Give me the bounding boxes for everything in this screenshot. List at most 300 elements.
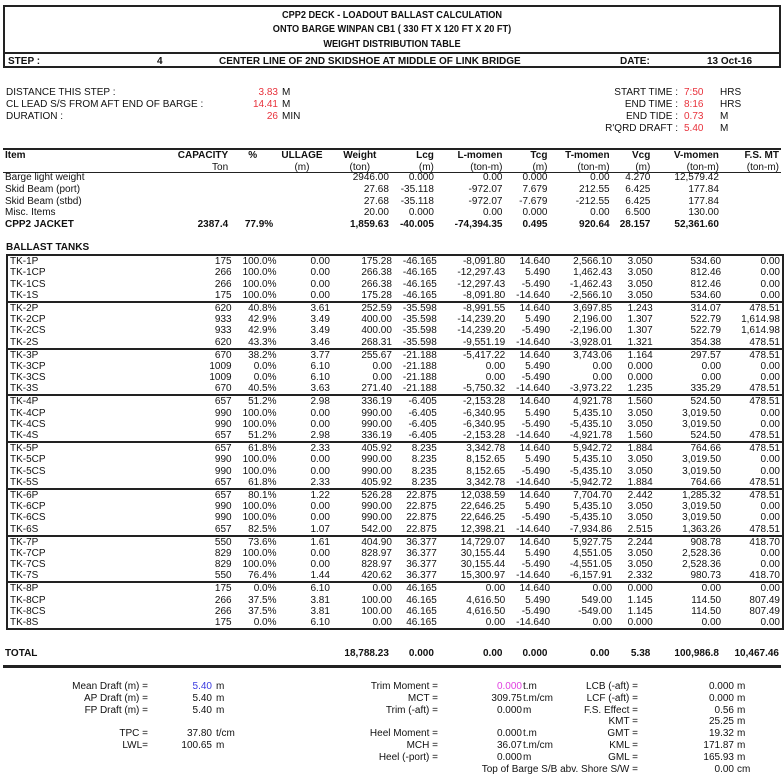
cell-ullage: 0.00: [310, 278, 330, 290]
cell-lcg: 46.165: [406, 606, 437, 618]
cell-l-momen: (ton-m): [470, 161, 503, 173]
cell-lcg: -21.188: [402, 360, 437, 372]
cell-fs-mt: 807.49: [749, 594, 780, 606]
tank-row: [7, 395, 783, 407]
cell-t-momen: -2,566.10: [569, 289, 613, 301]
cell-weight: 990.00: [361, 454, 392, 466]
cell-item: Misc. Items: [5, 207, 56, 219]
summary-drafts: [0, 681, 300, 752]
cell-capacity: 657: [214, 523, 232, 535]
cell-item: TK-7CS: [10, 559, 46, 571]
tank-row: [7, 548, 783, 559]
cell-ullage: 6.10: [310, 583, 330, 595]
cell-l-momen: -8,991.55: [462, 302, 506, 314]
cell-lcg: 8.235: [411, 454, 437, 466]
cell-fs-mt: 0.00: [760, 289, 780, 301]
cell-item: TK-5CS: [10, 465, 46, 477]
cell-v-momen: 764.66: [690, 476, 722, 488]
cell-tcg: 0.000: [522, 207, 548, 219]
cell-percent: [230, 648, 275, 660]
cell-tcg: -14.640: [516, 523, 551, 535]
cell-v-momen: 0.00: [701, 583, 722, 595]
cell-lcg: 0.000: [408, 207, 434, 219]
cell-vcg: 3.050: [627, 465, 653, 477]
cell-lcg: -35.118: [400, 195, 434, 207]
cell-vcg: 3.050: [627, 547, 653, 559]
cell-percent: 42.9%: [248, 313, 277, 325]
fixed-item-row: [3, 207, 781, 219]
cell-l-momen: -972.07: [468, 184, 503, 196]
cell-capacity: 175: [214, 256, 232, 267]
cell-lcg: 22.875: [406, 501, 437, 513]
tank-group-8: [6, 581, 784, 630]
cell-v-momen: 12,579.42: [674, 172, 719, 184]
cell-l-momen: 3,342.78: [466, 443, 506, 455]
info-row: [6, 111, 336, 123]
cell-percent: 0.0%: [253, 372, 277, 384]
cell-weight: 0.00: [372, 617, 392, 629]
cell-v-momen: 177.84: [688, 195, 719, 207]
total-row: [3, 648, 781, 660]
cell-capacity: 990: [214, 501, 232, 513]
cell-vcg: Vcg: [631, 149, 651, 161]
tank-group-2: [6, 301, 784, 350]
cell-l-momen: 15,300.97: [460, 570, 506, 582]
summary-row: [0, 705, 300, 717]
summary-unit: m: [737, 704, 746, 716]
cell-weight: 27.68: [363, 195, 389, 207]
cell-v-momen: 534.60: [690, 289, 722, 301]
cell-lcg: -46.165: [402, 278, 437, 290]
tank-row: [7, 314, 783, 325]
cell-weight: (ton): [349, 161, 371, 173]
cell-tcg: 5.490: [525, 313, 551, 325]
info-label: DISTANCE THIS STEP :: [6, 87, 116, 98]
total-row-table: [3, 648, 781, 660]
cell-l-momen: 0.00: [483, 172, 503, 184]
cell-capacity: 266: [214, 278, 232, 290]
cell-capacity: 266: [214, 606, 232, 618]
cell-percent: 51.2%: [248, 396, 277, 408]
cell-capacity: 829: [214, 547, 232, 559]
cell-lcg: -6.405: [408, 396, 437, 408]
cell-item: TK-8P: [10, 583, 39, 595]
cell-l-momen: -2,153.28: [462, 396, 506, 408]
tank-row: [7, 454, 783, 465]
time-info: [540, 87, 780, 135]
summary-label: Heel Moment =: [369, 728, 438, 740]
cell-fs-mt: 478.51: [749, 476, 780, 488]
cell-item: Barge light weight: [5, 172, 85, 184]
cell-item: TK-1CS: [10, 278, 46, 290]
cell-t-momen: -549.00: [578, 606, 613, 618]
cell-t-momen: 1,462.43: [573, 267, 613, 279]
cell-l-momen: 14,729.07: [460, 536, 506, 548]
ballast-tanks-heading: BALLAST TANKS: [6, 242, 90, 253]
cell-tcg: 14.640: [519, 302, 551, 314]
cell-ullage: 0.00: [310, 407, 330, 419]
cell-vcg: 2.332: [627, 570, 653, 582]
cell-v-momen: 2,528.36: [682, 547, 722, 559]
time-unit: M: [720, 123, 729, 134]
cell-vcg: 3.050: [627, 512, 653, 524]
cell-item: TK-5CP: [10, 454, 46, 466]
cell-capacity: 670: [214, 383, 232, 395]
cell-fs-mt: 0.00: [760, 256, 780, 267]
cell-v-momen: V-momen: [673, 149, 719, 161]
cell-weight: 526.28: [361, 489, 392, 501]
time-unit: HRS: [720, 87, 742, 98]
cell-tcg: 14.640: [519, 489, 551, 501]
cell-vcg: 1.560: [627, 396, 653, 408]
cell-ullage: 6.10: [310, 617, 330, 629]
summary-row: [480, 728, 784, 740]
summary-unit: t.m: [523, 728, 537, 740]
summary-unit: m: [216, 704, 225, 716]
cell-capacity: 933: [214, 325, 232, 337]
cell-vcg: 4.270: [625, 172, 651, 184]
summary-value: 19.32: [708, 728, 734, 740]
cell-lcg: -46.165: [402, 289, 437, 301]
cell-item: TK-3CS: [10, 372, 46, 384]
info-label: DURATION :: [6, 111, 64, 122]
cell-l-momen: -8,091.80: [462, 256, 506, 267]
cell-tcg: 5.490: [525, 547, 551, 559]
cell-item: TK-7P: [10, 536, 39, 548]
cell-l-momen: 22,646.25: [460, 512, 506, 524]
summary-row: [480, 716, 784, 728]
cell-percent: 100.0%: [242, 407, 277, 419]
cell-weight: 404.90: [361, 536, 392, 548]
cell-t-momen: T-momen: [565, 149, 610, 161]
cell-percent: 40.5%: [248, 383, 277, 395]
cell-vcg: 3.050: [627, 407, 653, 419]
summary-value: 309.75: [491, 692, 522, 704]
cell-percent: %: [248, 149, 258, 161]
cell-vcg: (m): [635, 161, 651, 173]
cell-lcg: 8.235: [411, 443, 437, 455]
cell-t-momen: 0.00: [590, 207, 610, 219]
cell-tcg: -5.490: [521, 418, 551, 430]
cell-percent: 100.0%: [242, 454, 277, 466]
tank-row: [7, 407, 783, 418]
summary-value: 171.87: [703, 739, 734, 751]
cell-ullage: 3.81: [310, 606, 330, 618]
cell-item: TK-3P: [10, 349, 39, 361]
cell-tcg: 14.640: [519, 583, 551, 595]
cell-capacity: 175: [214, 617, 232, 629]
cell-lcg: -35.598: [402, 336, 437, 348]
tank-row: [7, 606, 783, 617]
cell-ullage: 1.44: [310, 570, 330, 582]
cell-l-momen: 22,646.25: [460, 501, 506, 513]
cell-fs-mt: 0.00: [760, 465, 780, 477]
cell-v-momen: 114.50: [691, 606, 722, 618]
summary-unit: m: [216, 692, 225, 704]
summary-unit: cm: [737, 763, 751, 775]
cell-lcg: -21.188: [402, 349, 437, 361]
cell-vcg: 28.157: [619, 219, 651, 231]
cell-t-momen: 2,566.10: [573, 256, 613, 267]
cell-weight: 266.38: [361, 278, 392, 290]
cell-item: TK-7S: [10, 570, 39, 582]
summary-row: [480, 693, 784, 705]
column-headers: [3, 149, 781, 161]
summary-value: 0.000: [496, 704, 522, 716]
cell-v-momen: 3,019.50: [682, 512, 722, 524]
cell-tcg: 14.640: [519, 536, 551, 548]
cell-l-momen: 0.00: [483, 648, 503, 660]
cell-percent: 100.0%: [242, 289, 277, 301]
tank-row: [7, 489, 783, 501]
tank-group-3: [6, 348, 784, 397]
cell-v-momen: 0.00: [701, 617, 722, 629]
cell-l-momen: -12,297.43: [457, 278, 506, 290]
cell-fs-mt: [721, 219, 781, 231]
cell-percent: 61.8%: [248, 476, 277, 488]
cell-tcg: -5.490: [521, 465, 551, 477]
cell-ullage: 1.22: [310, 489, 330, 501]
total-bottom-rule: [3, 665, 781, 668]
cell-v-momen: 524.50: [690, 430, 722, 442]
cell-lcg: -35.598: [402, 302, 437, 314]
cell-l-momen: 30,155.44: [460, 547, 506, 559]
cell-weight: 18,788.23: [344, 648, 389, 660]
tank-group-6: [6, 488, 784, 537]
cell-capacity: 1009: [209, 372, 232, 384]
cell-item: TOTAL: [5, 648, 38, 660]
cell-l-momen: 30,155.44: [460, 559, 506, 571]
cell-weight: 1,859.63: [349, 219, 389, 231]
cell-capacity: 2387.4: [197, 219, 229, 231]
cell-weight: 405.92: [361, 476, 392, 488]
cell-vcg: 6.500: [625, 207, 651, 219]
cell-capacity: 670: [214, 349, 232, 361]
time-label: END TIME :: [624, 99, 678, 110]
cell-v-momen: 522.79: [690, 313, 722, 325]
cell-tcg: (m): [532, 161, 548, 173]
cell-t-momen: -4,551.05: [569, 559, 613, 571]
cell-l-momen: -9,551.19: [462, 336, 506, 348]
cell-t-momen: 5,927.75: [573, 536, 613, 548]
tank-group-1: [6, 254, 784, 303]
cell-lcg: -21.188: [402, 383, 437, 395]
cell-vcg: 6.425: [625, 184, 651, 196]
cell-item: TK-2CP: [10, 313, 46, 325]
cell-t-momen: 549.00: [581, 594, 613, 606]
cell-ullage: 0.00: [310, 267, 330, 279]
cell-ullage: 3.49: [310, 313, 330, 325]
cell-tcg: 0.000: [522, 172, 548, 184]
cell-weight: 0.00: [372, 360, 392, 372]
cell-weight: 175.28: [361, 256, 392, 267]
cell-item: CPP2 JACKET: [5, 219, 74, 231]
cell-percent: 100.0%: [242, 465, 277, 477]
summary-unit: t/cm: [216, 728, 235, 740]
cell-fs-mt: 0.00: [760, 501, 780, 513]
cell-capacity: CAPACITY: [177, 149, 229, 161]
cell-ullage: 0.00: [310, 465, 330, 477]
summary-label: GMT =: [607, 728, 638, 740]
cell-item: Item: [5, 149, 26, 161]
cell-vcg: 3.050: [627, 267, 653, 279]
summary-value: 0.000: [496, 751, 522, 763]
cell-t-momen: 0.00: [592, 583, 613, 595]
cell-capacity: 620: [214, 302, 232, 314]
cell-percent: 100.0%: [242, 267, 277, 279]
cell-ullage: 1.07: [310, 523, 330, 535]
cell-item: TK-2P: [10, 302, 39, 314]
tank-row: [7, 559, 783, 570]
cell-vcg: 1.884: [627, 443, 653, 455]
info-unit: MIN: [282, 111, 301, 122]
cell-fs-mt: 1,614.98: [741, 313, 780, 325]
cell-v-momen: 980.73: [690, 570, 722, 582]
cell-l-momen: -14,239.20: [457, 325, 506, 337]
cell-v-momen: 0.00: [701, 360, 722, 372]
cell-lcg: 46.165: [406, 583, 437, 595]
summary-row: [480, 681, 784, 693]
cell-percent: 100.0%: [242, 512, 277, 524]
cell-ullage: 0.00: [310, 454, 330, 466]
cell-tcg: 14.640: [519, 443, 551, 455]
tank-row: [7, 419, 783, 430]
cell-t-momen: -5,435.10: [569, 465, 613, 477]
cell-t-momen: -6,157.91: [569, 570, 613, 582]
summary-value: 0.00: [714, 763, 734, 775]
cell-vcg: 1.884: [627, 476, 653, 488]
cell-lcg: 22.875: [406, 489, 437, 501]
cell-v-momen: 3,019.50: [682, 465, 722, 477]
cell-vcg: 1.164: [627, 349, 653, 361]
summary-row: [0, 740, 300, 752]
time-unit: M: [720, 111, 729, 122]
cell-ullage: [275, 219, 329, 231]
report-subtitle: ONTO BARGE WINPAN CB1 ( 330 FT X 120 FT X 20 FT): [272, 24, 512, 35]
cell-tcg: -14.640: [516, 476, 551, 488]
cell-capacity: Ton: [212, 161, 229, 173]
summary-value: 165.93: [703, 751, 734, 763]
cell-ullage: 1.61: [310, 536, 330, 548]
cell-percent: 0.0%: [253, 583, 277, 595]
cell-ullage: 3.77: [310, 349, 330, 361]
summary-row: [480, 764, 784, 776]
cell-ullage: 3.61: [310, 302, 330, 314]
cell-tcg: 5.490: [525, 594, 551, 606]
summary-label: FP Draft (m) =: [84, 704, 148, 716]
summary-label: AP Draft (m) =: [84, 692, 148, 704]
cell-percent: 42.9%: [248, 325, 277, 337]
cell-v-momen: 812.46: [690, 267, 722, 279]
cell-t-momen: 5,435.10: [573, 501, 613, 513]
cell-t-momen: 5,942.72: [573, 443, 613, 455]
cell-capacity: 657: [214, 476, 232, 488]
cell-fs-mt: 478.51: [749, 396, 780, 408]
cell-lcg: 22.875: [406, 523, 437, 535]
cell-item: TK-2CS: [10, 325, 46, 337]
cell-vcg: 3.050: [627, 501, 653, 513]
cell-weight: 400.00: [361, 325, 392, 337]
info-row: [6, 99, 336, 111]
ballast-tank-groups: [3, 254, 781, 630]
cell-capacity: [164, 207, 230, 219]
cell-lcg: 36.377: [406, 547, 437, 559]
cell-tcg: -5.490: [521, 325, 551, 337]
cell-ullage: [275, 172, 329, 184]
time-unit: HRS: [720, 99, 742, 110]
cell-weight: 828.97: [361, 559, 392, 571]
cell-v-momen: 812.46: [690, 278, 722, 290]
info-row: [6, 87, 336, 99]
cell-item: TK-6CS: [10, 512, 46, 524]
time-label: R'QRD DRAFT :: [605, 123, 678, 134]
cell-weight: 990.00: [361, 418, 392, 430]
summary-label: Trim (-aft) =: [385, 704, 438, 716]
cell-ullage: 2.33: [310, 476, 330, 488]
cell-l-momen: 8,152.65: [466, 465, 506, 477]
cell-lcg: -40.005: [399, 219, 434, 231]
time-row: [540, 87, 780, 99]
summary-label: KMT =: [608, 716, 638, 728]
summary-value: 0.56: [714, 704, 734, 716]
cell-weight: 268.31: [361, 336, 392, 348]
cell-item: TK-3S: [10, 383, 39, 395]
cell-v-momen: 3,019.50: [682, 418, 722, 430]
info-unit: M: [282, 99, 291, 110]
cell-tcg: 7.679: [522, 184, 548, 196]
cell-l-momen: -972.07: [468, 195, 503, 207]
tank-row: [7, 536, 783, 548]
cell-item: TK-8CP: [10, 594, 46, 606]
cell-t-momen: -212.55: [575, 195, 610, 207]
cell-item: TK-1CP: [10, 267, 46, 279]
cell-t-momen: 4,921.78: [573, 396, 613, 408]
cell-v-momen: 3,019.50: [682, 407, 722, 419]
cell-weight: 336.19: [361, 430, 392, 442]
cell-vcg: 3.050: [627, 278, 653, 290]
cell-percent: 100.0%: [242, 501, 277, 513]
date-value: 13 Oct-16: [707, 56, 753, 67]
cell-percent: 0.0%: [253, 617, 277, 629]
cell-fs-mt: F.S. MT: [744, 149, 779, 161]
cell-fs-mt: 10,467.46: [734, 648, 779, 660]
time-row: [540, 123, 780, 135]
cell-tcg: Tcg: [530, 149, 548, 161]
cell-t-momen: -5,435.10: [569, 418, 613, 430]
cell-weight: 252.59: [361, 302, 392, 314]
tank-row: [7, 512, 783, 523]
cell-capacity: 990: [214, 418, 232, 430]
cell-tcg: 14.640: [519, 396, 551, 408]
summary-label: KML =: [609, 739, 638, 751]
fixed-item-row: [3, 219, 781, 231]
cell-fs-mt: 0.00: [760, 360, 780, 372]
tank-row: [7, 255, 783, 267]
cell-lcg: 8.235: [411, 476, 437, 488]
cell-tcg: 5.490: [525, 267, 551, 279]
cell-v-momen: 908.78: [690, 536, 722, 548]
cell-weight: 266.38: [361, 267, 392, 279]
cell-l-momen: 0.00: [485, 372, 506, 384]
cell-weight: 990.00: [361, 512, 392, 524]
cell-item: TK-4CP: [10, 407, 46, 419]
summary-label: MCT =: [407, 692, 438, 704]
fixed-item-row: [3, 172, 781, 184]
fixed-items-table: [3, 172, 781, 230]
cell-lcg: -35.598: [402, 325, 437, 337]
cell-vcg: 2.442: [627, 489, 653, 501]
cell-weight: 990.00: [361, 407, 392, 419]
